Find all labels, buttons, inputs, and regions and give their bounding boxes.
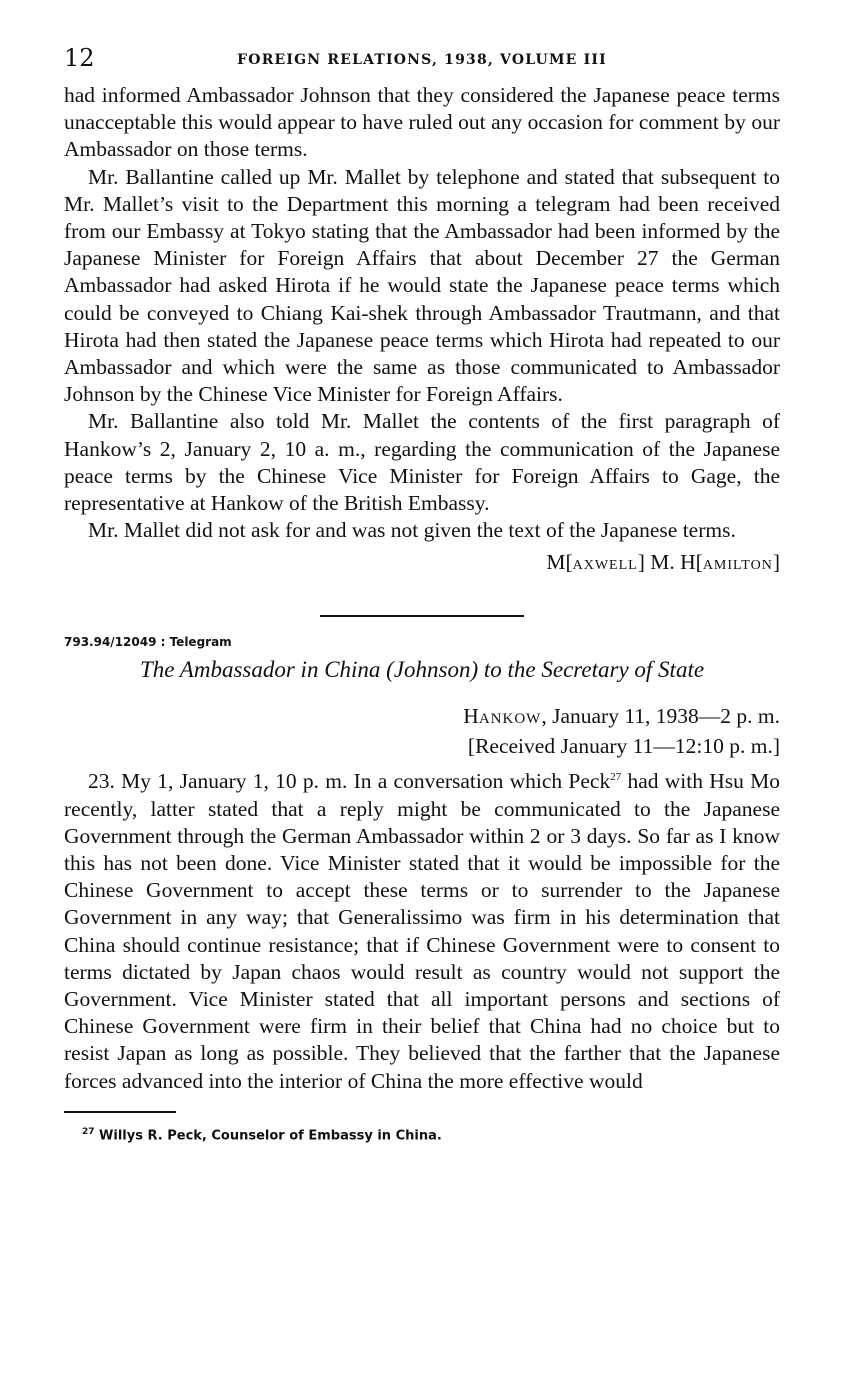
running-header <box>64 44 780 82</box>
footnote-text: Willys R. Peck, Counselor of Embassy in China. <box>94 1128 442 1144</box>
memo-signature <box>64 550 780 575</box>
signature-smallcaps: AXWELL <box>572 558 638 574</box>
section-divider <box>320 615 524 617</box>
telegram-body <box>64 768 780 1094</box>
telegram-text-continued: had with Hsu Mo recently, latter stated that a reply might be communicated to the Japanese Government through the German Ambassador within 2 or 3 days. So far as I know this has not been done. Vice Minister stated that it would be impossible for the Chinese Government to accept these terms or to surrender to the Japanese Government in any way; that Generalissimo was firm in his determination that China should continue resistance; that if Chinese Government were to consent to terms dictated by Japan chaos would result as country would not support the Government. Vice Minister stated that all important persons and sections of Chinese Government were firm in their belief that China had no choice but to resist Japan as long as possible. They believed that the farther that the Japanese forces advanced into the interior of China the more effective would <box>64 769 780 1093</box>
signature-part: ] M. H[ <box>637 550 703 575</box>
document-title: The Ambassador in China (Johnson) to the Secretary of State <box>139 657 705 683</box>
footnote <box>64 1127 780 1143</box>
signature-part: M[ <box>546 550 573 575</box>
dateline-date: , January 11, 1938—2 p. m. <box>541 704 780 729</box>
footnote-rule <box>64 1111 176 1113</box>
signature-smallcaps: AMILTON <box>702 558 773 574</box>
dateline-place-initial: H <box>463 704 479 729</box>
page-number: 12 <box>64 44 95 72</box>
telegram-paragraph <box>64 768 780 1094</box>
dateline-place-smallcaps: ANKOW <box>478 711 542 728</box>
running-title: FOREIGN RELATIONS, 1938, VOLUME III <box>237 52 607 68</box>
memo-paragraph: Mr. Ballantine called up Mr. Mallet by telephone and stated that subsequent to Mr. Mallet’s visit to the Department this morning a telegram had been received from our Embassy at Tokyo stating that the Ambassador had been informed by the Japanese Minister for Foreign Affairs that about December 27 the German Ambassador had asked Hirota if he would state the Japanese peace terms which could be conveyed to Chiang Kai-shek through Ambassador Trautmann, and that Hirota had then stated the Japanese peace terms which Hirota had repeated to our Ambassador and which were the same as those communicated to Ambassador Johnson by the Chinese Vice Minister for Foreign Affairs. <box>64 164 780 407</box>
document-page <box>64 44 780 1143</box>
file-reference: 793.94/12049 : Telegram <box>64 635 232 650</box>
memo-paragraph: had informed Ambassador Johnson that they considered the Japanese peace terms unacceptable this would appear to have ruled out any occasion for comment by our Ambassador on those terms. <box>64 83 780 162</box>
dateline-received: [Received January 11—12:10 p. m.] <box>467 734 780 759</box>
footnote-marker: 27 <box>610 771 622 784</box>
dateline-sent <box>64 703 780 733</box>
memo-paragraph: Mr. Ballantine also told Mr. Mallet the contents of the first paragraph of Hankow’s 2, January 2, 10 a. m., regarding the communication of the Japanese peace terms by the Chinese Vice Minister for Foreign Affairs to Gage, the representative at Hankow of the British Embassy. <box>64 409 780 516</box>
memo-body <box>64 82 780 544</box>
memo-paragraph: Mr. Mallet did not ask for and was not given the text of the Japanese terms. <box>88 518 736 543</box>
dateline <box>64 703 780 760</box>
signature-part: ] <box>772 550 780 575</box>
footnote-number: 27 <box>82 1126 95 1137</box>
telegram-text: 23. My 1, January 1, 10 p. m. In a conversation which Peck <box>88 769 611 794</box>
